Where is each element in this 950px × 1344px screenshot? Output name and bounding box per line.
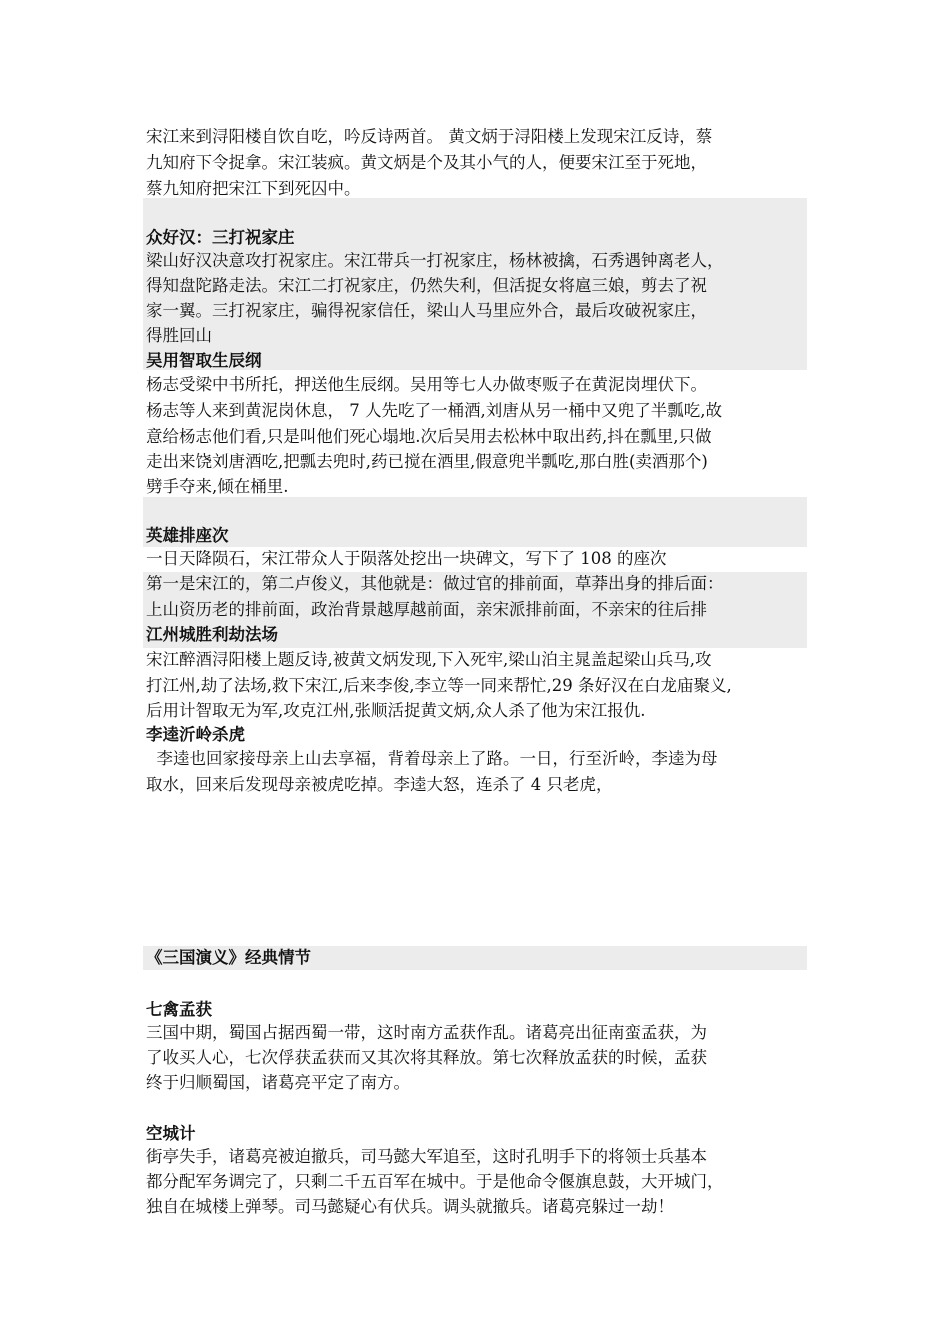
paragraph-line: 家一翼。三打祝家庄，骗得祝家信任，梁山人马里应外合，最后攻破祝家庄， — [146, 301, 707, 320]
section-heading: 空城计 — [146, 1124, 196, 1143]
paragraph-line: 得胜回山 — [146, 326, 212, 345]
paragraph-line: 宋江醉酒浔阳楼上题反诗,被黄文炳发现,下入死牢,梁山泊主晁盖起梁山兵马,攻 — [146, 650, 712, 669]
paragraph-line: 取水，回来后发现母亲被虎吃掉。李逵大怒，连杀了 4 只老虎， — [146, 775, 613, 794]
section-heading: 七禽孟获 — [146, 1000, 212, 1019]
paragraph-line: 九知府下令捉拿。宋江装疯。黄文炳是个及其小气的人，便要宋江至于死地， — [146, 153, 707, 172]
paragraph-line: 意给杨志他们看,只是叫他们死心塌地.次后吴用去松林中取出药,抖在瓢里,只做 — [146, 427, 712, 446]
paragraph-line: 街亭失手，诸葛亮被迫撤兵，司马懿大军追至，这时孔明手下的将领士兵基本 — [146, 1147, 707, 1166]
paragraph-line: 蔡九知府把宋江下到死囚中。 — [146, 179, 361, 198]
paragraph-line: 宋江来到浔阳楼自饮自吃，吟反诗两首。 黄文炳于浔阳楼上发现宋江反诗，蔡 — [146, 127, 713, 146]
paragraph-line: 独自在城楼上弹琴。司马懿疑心有伏兵。调头就撤兵。诸葛亮躲过一劫！ — [146, 1197, 674, 1216]
paragraph-line: 了收买人心，七次俘获孟获而又其次将其释放。第七次释放孟获的时候，孟获 — [146, 1048, 707, 1067]
paragraph-line: 劈手夺来,倾在桶里. — [146, 477, 289, 496]
section-heading: 《三国演义》经典情节 — [146, 948, 311, 967]
paragraph-line: 都分配军务调完了，只剩二千五百军在城中。于是他命令偃旗息鼓，大开城门， — [146, 1172, 724, 1191]
paragraph-line: 梁山好汉决意攻打祝家庄。宋江带兵一打祝家庄，杨林被擒，石秀遇钟离老人， — [146, 251, 724, 270]
paragraph-line: 李逵也回家接母亲上山去享福，背着母亲上了路。一日，行至沂岭，李逵为母 — [146, 749, 718, 768]
section-heading: 江州城胜利劫法场 — [146, 625, 278, 644]
paragraph-line: 后用计智取无为军,攻克江州,张顺活捉黄文炳,众人杀了他为宋江报仇. — [146, 701, 646, 720]
section-heading: 众好汉：三打祝家庄 — [146, 228, 295, 247]
section-heading: 李逵沂岭杀虎 — [146, 725, 245, 744]
paragraph-line: 走出来饶刘唐酒吃,把瓢去兜时,药已搅在酒里,假意兜半瓢吃,那白胜(卖酒那个) — [146, 452, 708, 471]
paragraph-line: 三国中期，蜀国占据西蜀一带，这时南方孟获作乱。诸葛亮出征南蛮孟获，为 — [146, 1023, 707, 1042]
section-heading: 英雄排座次 — [146, 526, 229, 545]
paragraph-line: 上山资历老的排前面，政治背景越厚越前面，亲宋派排前面，不亲宋的往后排 — [146, 600, 707, 619]
paragraph-line: 得知盘陀路走法。宋江二打祝家庄，仍然失利，但活捉女将扈三娘，剪去了祝 — [146, 276, 707, 295]
paragraph-line: 杨志等人来到黄泥岗休息， 7 人先吃了一桶酒,刘唐从另一桶中又兜了半瓢吃,故 — [146, 401, 722, 420]
paragraph-line: 杨志受梁中书所托，押送他生辰纲。吴用等七人办做枣贩子在黄泥岗埋伏下。 — [146, 375, 707, 394]
paragraph-line: 终于归顺蜀国，诸葛亮平定了南方。 — [146, 1073, 410, 1092]
paragraph-line: 一日天降陨石，宋江带众人于陨落处挖出一块碑文，写下了 108 的座次 — [146, 549, 667, 568]
paragraph-line: 打江州,劫了法场,救下宋江,后来李俊,李立等一同来帮忙,29 条好汉在白龙庙聚义, — [146, 676, 732, 695]
paragraph-line: 第一是宋江的，第二卢俊义，其他就是：做过官的排前面，草莽出身的排后面： — [146, 574, 724, 593]
section-heading: 吴用智取生辰纲 — [146, 351, 262, 370]
